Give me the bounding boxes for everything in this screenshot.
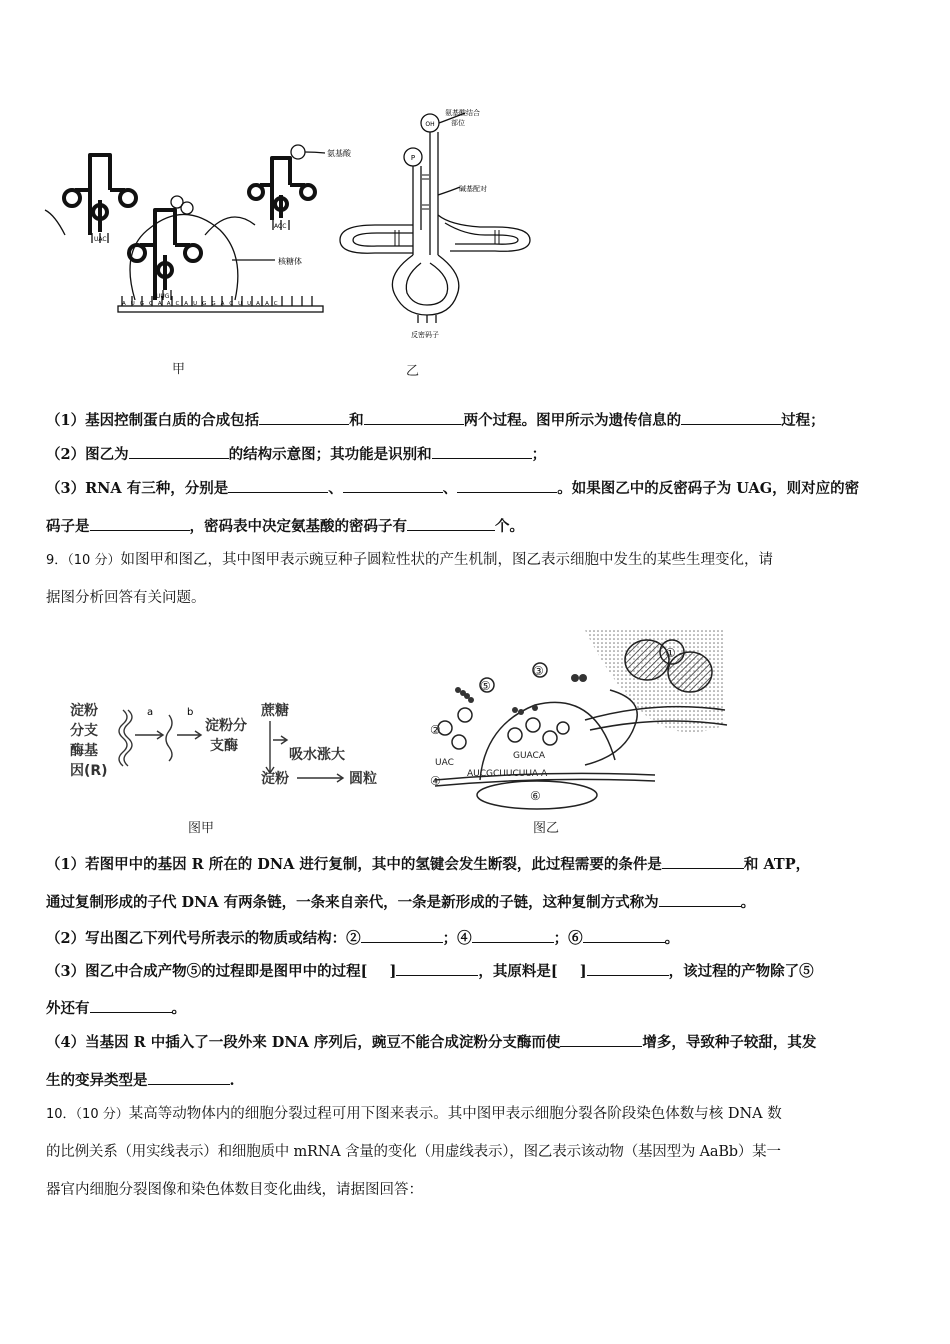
label-ribosome: 核糖体 [278,257,302,266]
svg-text:吸水涨大: 吸水涨大 [289,747,345,763]
figure-jia-translation [40,140,351,325]
q9-part2: （2）写出图乙下列代号所表示的物质或结构：② ；④ ；⑥ 。 [46,930,680,947]
q10-stem-2: 的比例关系（用实线表示）和细胞质中 mRNA 含量的变化（用虚线表示），图乙表示该动物（基因型为 AaBb）某一 [46,1144,781,1160]
blank[interactable] [343,478,443,493]
caption-jia: 甲 [172,362,186,377]
svg-text:⑥: ⑥ [530,789,541,803]
mrna-sequence: AUGCAACAUGGACUUAAC [122,301,283,307]
svg-text:酶基: 酶基 [70,743,98,759]
blank[interactable] [681,410,781,425]
svg-text:UAC: UAC [435,758,454,768]
blank[interactable] [129,444,229,459]
svg-text:淀粉: 淀粉 [70,703,98,719]
q9-part1-line-2: 通过复制形成的子代 DNA 有两条链，一条来自亲代，一条是新形成的子链，这种复制方式称为 。 [46,894,756,911]
svg-text:GUACA: GUACA [513,751,546,761]
blank[interactable] [432,444,532,459]
blank[interactable] [228,478,328,493]
label-oh: OH [425,121,435,128]
blank[interactable] [90,516,190,531]
q9-stem-2: 据图分析回答有关问题。 [46,590,206,606]
label-amino-acid: 氨基酸 [327,149,351,158]
svg-text:⑤: ⑤ [480,679,491,693]
svg-text:因(R): 因(R) [70,763,108,779]
svg-text:①: ① [665,646,676,660]
blank[interactable] [457,478,557,493]
blank[interactable] [662,854,744,869]
blank[interactable] [587,961,669,976]
anticodon-label: ACC [274,223,287,230]
blank[interactable] [472,928,554,943]
label-binding-site: 部位 [451,119,465,127]
q8-line-1: （1）基因控制蛋白质的合成包括 和 两个过程。图甲所示为遗传信息的 过程； [46,412,825,429]
q9-part4-line-1: （4）当基因 R 中插入了一段外来 DNA 序列后，豌豆不能合成淀粉分支酶而使 增多，导致种子较甜，其发 [46,1034,817,1051]
svg-text:②: ② [430,723,441,737]
svg-text:蔗糖: 蔗糖 [261,703,289,719]
svg-text:淀粉: 淀粉 [261,771,289,787]
blank[interactable] [364,410,464,425]
svg-text:a: a [147,707,154,718]
blank[interactable] [361,928,443,943]
svg-text:圆粒: 圆粒 [349,771,377,787]
q10-stem-3: 器官内细胞分裂图像和染色体数目变化曲线，请据图回答： [46,1182,423,1198]
q9-stem-1: 9．（10 分）如图甲和图乙，其中图甲表示豌豆种子圆粒性状的产生机制，图乙表示细胞中发生的某些生理变化，请 [46,552,773,568]
blank[interactable] [90,998,172,1013]
anticodon-label: UUG [156,293,170,300]
label-p: P [410,154,416,162]
blank[interactable] [583,928,665,943]
label-anticodon: 反密码子 [411,331,439,339]
figure-9-jia-flow [65,695,405,805]
figure-yi-trna-structure [335,105,545,345]
svg-text:③: ③ [533,664,544,678]
svg-text:分支: 分支 [70,723,98,739]
q9-part3-line-2: 外还有 。 [46,1000,186,1017]
caption-figure-9-jia: 图甲 [188,821,215,836]
blank[interactable] [148,1070,230,1085]
caption-yi: 乙 [406,364,420,379]
svg-text:④: ④ [430,774,441,788]
blank[interactable] [407,516,495,531]
svg-text:支酶: 支酶 [210,738,238,754]
q8-line-2: （2）图乙为 的结构示意图；其功能是识别和 ； [46,446,547,463]
q8-line-4: 码子是 ，密码表中决定氨基酸的密码子有 个。 [46,518,524,535]
blank[interactable] [659,892,741,907]
q8-line-3: （3）RNA 有三种，分别是 、 、 。如果图乙中的反密码子为 UAG，则对应的密 [46,480,860,497]
figure-9-yi-cell [425,630,735,810]
blank[interactable] [560,1032,642,1047]
label-base-pair: 碱基配对 [459,185,487,193]
svg-text:b: b [187,707,194,718]
q9-part3-line-1: （3）图乙中合成产物⑤的过程即是图甲中的过程[ ] ，其原料是[ ] ，该过程的产物除了⑤ [46,963,814,980]
q9-part4-line-2: 生的变异类型是 . [46,1072,235,1089]
q9-part1-line-1: （1）若图甲中的基因 R 所在的 DNA 进行复制，其中的氢键会发生断裂，此过程需要的条件是 和 ATP， [46,856,811,873]
svg-text:AUCGCUUCUUA A: AUCGCUUCUUA A [467,769,548,779]
caption-figure-9-yi: 图乙 [533,821,560,836]
label-binding-site: 氨基酸结合 [445,109,480,117]
blank[interactable] [259,410,349,425]
svg-text:淀粉分: 淀粉分 [205,718,247,734]
anticodon-label: UAC [94,236,107,243]
blank[interactable] [396,961,478,976]
q10-stem-1: 10．（10 分）某高等动物体内的细胞分裂过程可用下图来表示。其中图甲表示细胞分裂各阶段染色体数与核 DNA 数 [46,1106,782,1122]
